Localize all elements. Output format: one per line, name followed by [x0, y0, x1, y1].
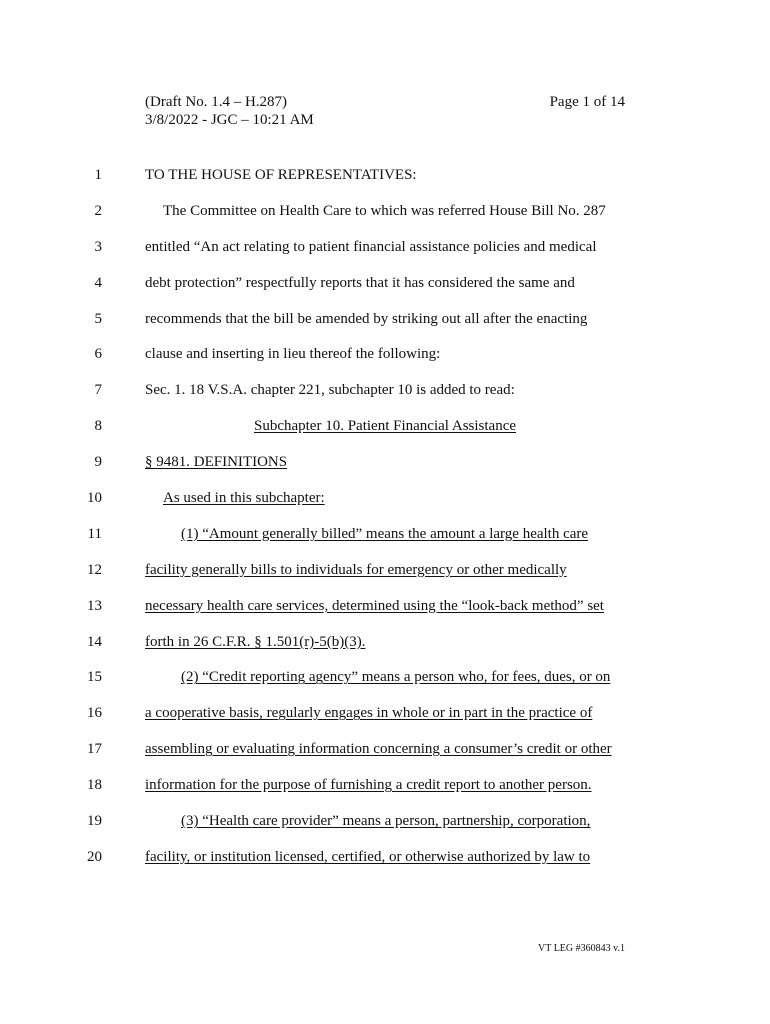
line-7 [0, 381, 770, 417]
line-20 [0, 848, 770, 884]
line-number: 16 [87, 705, 102, 722]
line-10 [0, 489, 770, 525]
line-number: 4 [94, 274, 102, 291]
line-number: 9 [94, 454, 102, 471]
line-4 [0, 274, 770, 310]
line-number: 17 [87, 741, 102, 758]
subchapter-heading-text: Subchapter 10. Patient Financial Assistance [253, 418, 517, 435]
line-number: 15 [87, 669, 102, 686]
line-text: Sec. 1. 18 V.S.A. chapter 221, subchapter 10 is added to read: [145, 382, 515, 399]
line-text: (1) “Amount generally billed” means the amount a large health care [181, 525, 589, 542]
line-number: 3 [94, 238, 102, 255]
line-14 [0, 633, 770, 669]
line-number: 8 [94, 418, 102, 435]
draft-timestamp: 3/8/2022 - JGC – 10:21 AM [145, 112, 314, 128]
line-1 [0, 166, 770, 202]
line-17 [0, 740, 770, 776]
line-6 [0, 345, 770, 381]
subchapter-heading [145, 417, 625, 435]
line-text: As used in this subchapter: [163, 490, 325, 507]
line-2 [0, 202, 770, 238]
line-number: 11 [87, 525, 102, 542]
line-number: 2 [94, 202, 102, 219]
line-12 [0, 561, 770, 597]
line-18 [0, 776, 770, 812]
line-text: (2) “Credit reporting agency” means a person who, for fees, dues, or on [181, 669, 611, 686]
line-3 [0, 238, 770, 274]
page-number: Page 1 of 14 [549, 94, 625, 110]
line-number: 13 [87, 597, 102, 614]
line-number: 12 [87, 561, 102, 578]
line-number: 5 [94, 310, 102, 327]
line-number: 7 [94, 382, 102, 399]
line-text: assembling or evaluating information concerning a consumer’s credit or other [145, 741, 612, 758]
line-8 [0, 417, 770, 453]
line-number: 10 [87, 490, 102, 507]
line-text: information for the purpose of furnishing a credit report to another person. [145, 777, 592, 794]
line-text: entitled “An act relating to patient financial assistance policies and medical [145, 238, 597, 255]
draft-number: (Draft No. 1.4 – H.287) [145, 94, 288, 110]
line-15 [0, 668, 770, 704]
line-text: clause and inserting in lieu thereof the following: [145, 346, 441, 363]
line-text: forth in 26 C.F.R. § 1.501(r)-5(b)(3). [145, 633, 366, 650]
numbered-lines [0, 166, 770, 884]
line-text: recommends that the bill be amended by striking out all after the enacting [145, 310, 588, 327]
line-number: 6 [94, 346, 102, 363]
line-number: 19 [87, 813, 102, 830]
line-text: TO THE HOUSE OF REPRESENTATIVES: [145, 167, 417, 183]
line-number: 14 [87, 633, 102, 650]
line-19 [0, 812, 770, 848]
line-5 [0, 310, 770, 346]
section-heading: § 9481. DEFINITIONS [145, 454, 288, 471]
line-number: 20 [87, 848, 102, 865]
line-text: a cooperative basis, regularly engages in whole or in part in the practice of [145, 705, 593, 722]
line-text: necessary health care services, determined using the “look-back method” set [145, 597, 604, 614]
document-tag: VT LEG #360843 v.1 [538, 943, 625, 954]
line-text: facility generally bills to individuals for emergency or other medically [145, 561, 567, 578]
line-text: debt protection” respectfully reports that it has considered the same and [145, 274, 575, 291]
draft-header [145, 93, 314, 129]
line-16 [0, 704, 770, 740]
line-text: (3) “Health care provider” means a person, partnership, corporation, [181, 813, 591, 830]
line-text: facility, or institution licensed, certified, or otherwise authorized by law to [145, 848, 591, 865]
line-11 [0, 525, 770, 561]
line-number: 1 [94, 167, 102, 183]
line-text: The Committee on Health Care to which was referred House Bill No. 287 [163, 202, 606, 219]
line-13 [0, 597, 770, 633]
line-9 [0, 453, 770, 489]
line-number: 18 [87, 777, 102, 794]
